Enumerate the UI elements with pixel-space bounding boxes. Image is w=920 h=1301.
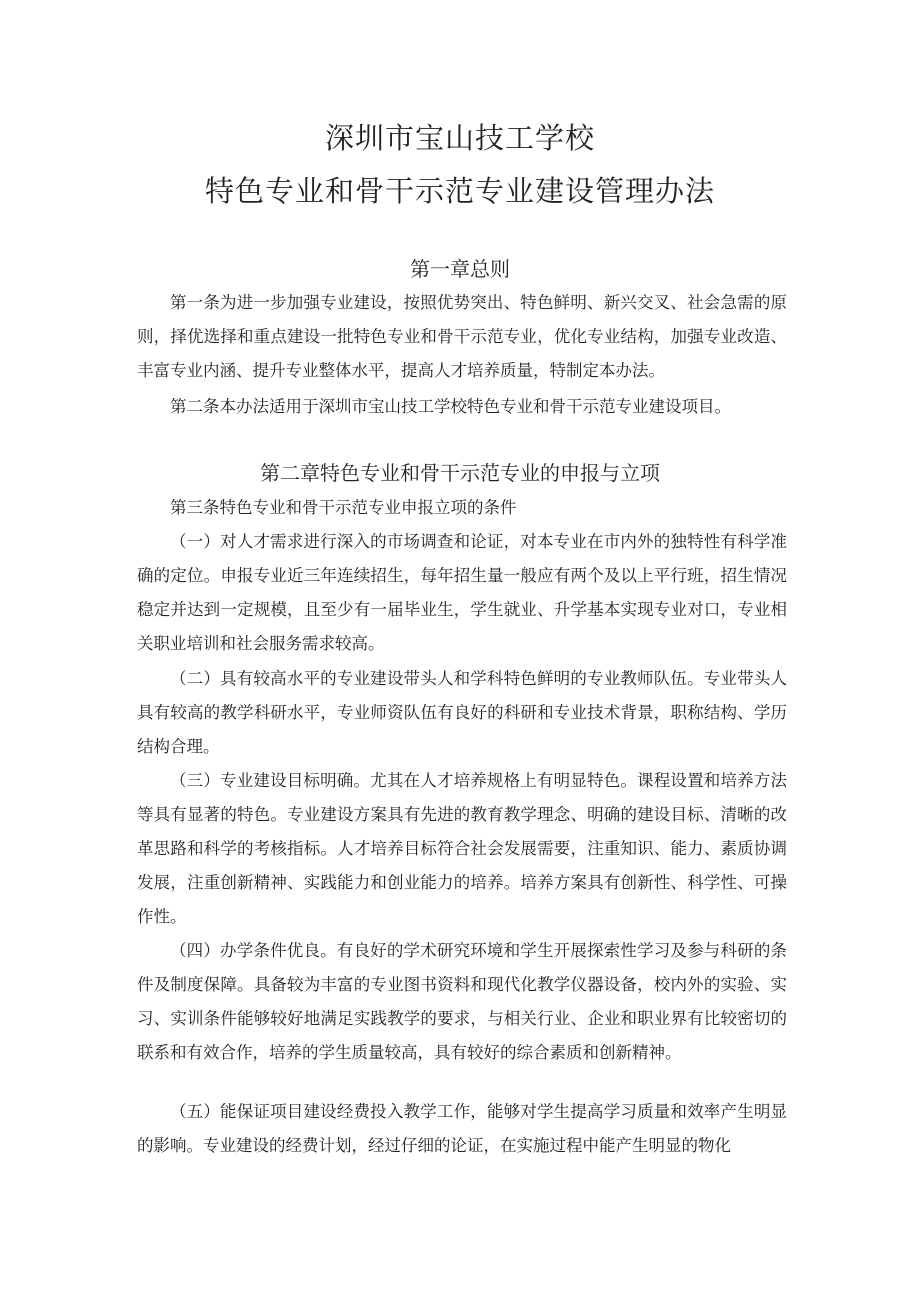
document-title-policy: 特色专业和骨干示范专业建设管理办法 <box>204 174 715 208</box>
document-title-school: 深圳市宝山技工学校 <box>324 121 595 155</box>
condition-item-5: （五）能保证项目建设经费投入教学工作，能够对学生提高学习质量和效率产生明显的影响。专业建设的经费计划，经过仔细的论证，在实施过程中能产生明显的物化 <box>137 1102 787 1155</box>
chapter-2-heading: 第二章特色专业和骨干示范专业的申报与立项 <box>260 461 660 485</box>
condition-item-1: （一）对人才需求进行深入的市场调查和论证，对本专业在市内外的独特性有科学准确的定位。申报专业近三年连续招生，每年招生量一般应有两个及以上平行班，招生情况稳定并达到一定规模，且至少有一届毕业生，学生就业、升学基本实现专业对口，专业相关职业培训和社会服务需求较高。 <box>137 532 787 653</box>
condition-item-3: （三）专业建设目标明确。尤其在人才培养规格上有明显特色。课程设置和培养方法等具有显著的特色。专业建设方案具有先进的教育教学理念、明确的建设目标、清晰的改革思路和科学的考核指标。人才培养目标符合社会发展需要，注重知识、能力、素质协调发展，注重创新精神、实践能力和创业能力的培养。培养方案具有创新性、科学性、可操作性。 <box>137 771 787 926</box>
condition-item-2: （二）具有较高水平的专业建设带头人和学科特色鲜明的专业教师队伍。专业带头人具有较高的教学科研水平，专业师资队伍有良好的科研和专业技术背景，职称结构、学历结构合理。 <box>137 669 787 756</box>
article-3-heading: 第三条特色专业和骨干示范专业申报立项的条件 <box>170 498 517 517</box>
article-2-paragraph: 第二条本办法适用于深圳市宝山技工学校特色专业和骨干示范专业建设项目。 <box>170 397 731 416</box>
condition-item-4: （四）办学条件优良。有良好的学术研究环境和学生开展探索性学习及参与科研的条件及制度保障。具备较为丰富的专业图书资料和现代化教学仪器设备，校内外的实验、实习、实训条件能够较好地满足实践教学的要求，与相关行业、企业和职业界有比较密切的联系和有效合作，培养的学生质量较高，具有较好的综合素质和创新精神。 <box>137 941 787 1062</box>
article-1-paragraph: 第一条为进一步加强专业建设，按照优势突出、特色鲜明、新兴交叉、社会急需的原则，择优选择和重点建设一批特色专业和骨干示范专业，优化专业结构，加强专业改造、丰富专业内涵、提升专业整体水平，提高人才培养质量，特制定本办法。 <box>137 293 787 380</box>
chapter-1-heading: 第一章总则 <box>410 257 510 281</box>
